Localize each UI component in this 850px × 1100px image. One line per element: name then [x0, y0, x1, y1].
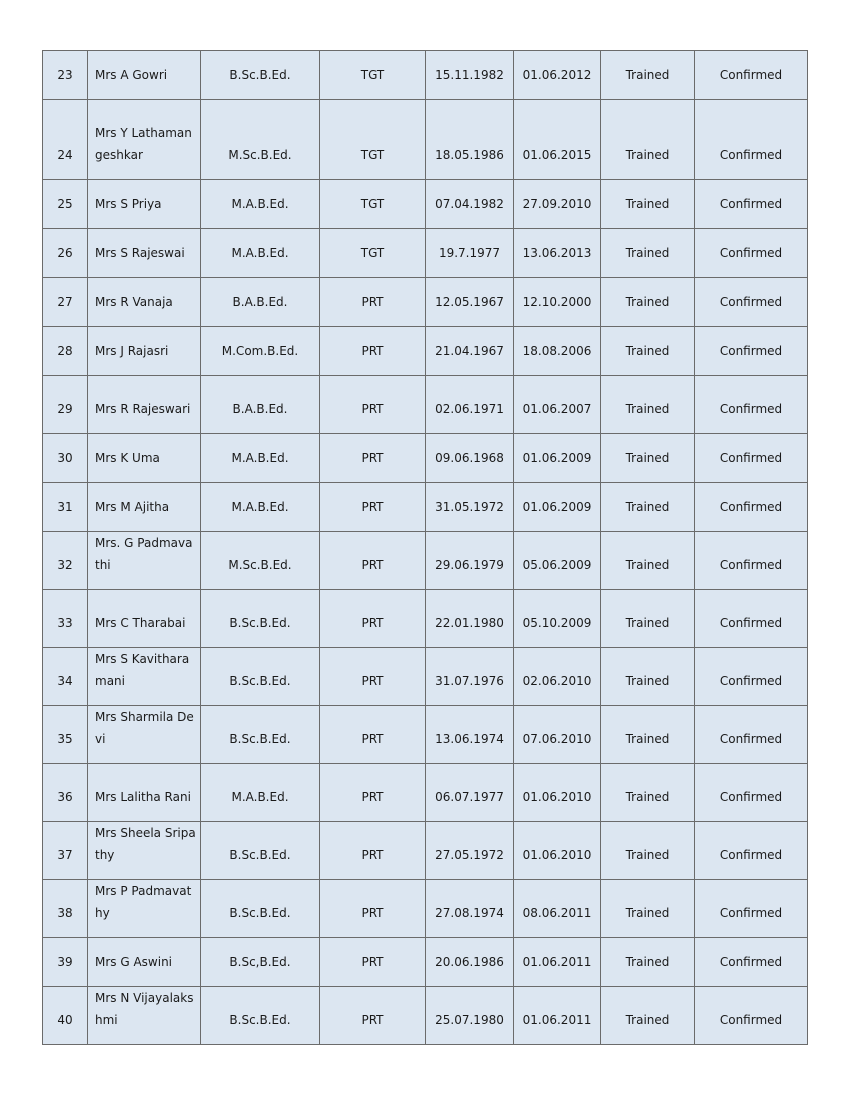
date-of-joining-cell: 13.06.2013 — [514, 229, 601, 278]
table-row — [43, 590, 808, 648]
qualification-cell: B.A.B.Ed. — [201, 376, 320, 434]
confirmation-status-cell: Confirmed — [695, 764, 808, 822]
row-number-cell: 32 — [43, 532, 88, 590]
training-status-cell: Trained — [601, 938, 695, 987]
staff-table — [42, 50, 808, 1045]
teacher-name-cell: Mrs M Ajitha — [88, 483, 201, 532]
date-of-joining-cell: 01.06.2010 — [514, 822, 601, 880]
confirmation-status-cell: Confirmed — [695, 987, 808, 1045]
qualification-cell: M.A.B.Ed. — [201, 434, 320, 483]
training-status-cell: Trained — [601, 590, 695, 648]
table-row — [43, 278, 808, 327]
teacher-name-cell: Mrs C Tharabai — [88, 590, 201, 648]
row-number-cell: 25 — [43, 180, 88, 229]
training-status-cell: Trained — [601, 376, 695, 434]
qualification-cell: B.Sc.B.Ed. — [201, 706, 320, 764]
confirmation-status-cell: Confirmed — [695, 278, 808, 327]
confirmation-status-cell: Confirmed — [695, 180, 808, 229]
row-number-cell: 33 — [43, 590, 88, 648]
teacher-name-cell: Mrs G Aswini — [88, 938, 201, 987]
date-of-birth-cell: 20.06.1986 — [426, 938, 514, 987]
training-status-cell: Trained — [601, 880, 695, 938]
qualification-cell: M.A.B.Ed. — [201, 483, 320, 532]
confirmation-status-cell: Confirmed — [695, 483, 808, 532]
post-cell: PRT — [320, 822, 426, 880]
training-status-cell: Trained — [601, 434, 695, 483]
teacher-name-cell: Mrs S Priya — [88, 180, 201, 229]
post-cell: PRT — [320, 327, 426, 376]
training-status-cell: Trained — [601, 180, 695, 229]
date-of-birth-cell: 21.04.1967 — [426, 327, 514, 376]
table-row — [43, 434, 808, 483]
post-cell: PRT — [320, 532, 426, 590]
row-number-cell: 26 — [43, 229, 88, 278]
post-cell: TGT — [320, 100, 426, 180]
confirmation-status-cell: Confirmed — [695, 434, 808, 483]
qualification-cell: M.Sc.B.Ed. — [201, 532, 320, 590]
confirmation-status-cell: Confirmed — [695, 532, 808, 590]
qualification-cell: B.Sc,B.Ed. — [201, 938, 320, 987]
confirmation-status-cell: Confirmed — [695, 706, 808, 764]
date-of-joining-cell: 01.06.2015 — [514, 100, 601, 180]
date-of-joining-cell: 12.10.2000 — [514, 278, 601, 327]
date-of-birth-cell: 12.05.1967 — [426, 278, 514, 327]
date-of-joining-cell: 05.06.2009 — [514, 532, 601, 590]
teacher-name-cell: Mrs N Vijayalakshmi — [88, 987, 201, 1045]
post-cell: PRT — [320, 434, 426, 483]
training-status-cell: Trained — [601, 51, 695, 100]
date-of-joining-cell: 01.06.2009 — [514, 434, 601, 483]
teacher-name-cell: Mrs A Gowri — [88, 51, 201, 100]
teacher-name-cell: Mrs. G Padmavathi — [88, 532, 201, 590]
training-status-cell: Trained — [601, 483, 695, 532]
date-of-birth-cell: 06.07.1977 — [426, 764, 514, 822]
date-of-joining-cell: 01.06.2009 — [514, 483, 601, 532]
table-row — [43, 51, 808, 100]
training-status-cell: Trained — [601, 987, 695, 1045]
post-cell: PRT — [320, 376, 426, 434]
qualification-cell: B.Sc.B.Ed. — [201, 590, 320, 648]
row-number-cell: 38 — [43, 880, 88, 938]
row-number-cell: 23 — [43, 51, 88, 100]
post-cell: TGT — [320, 229, 426, 278]
row-number-cell: 24 — [43, 100, 88, 180]
confirmation-status-cell: Confirmed — [695, 229, 808, 278]
confirmation-status-cell: Confirmed — [695, 51, 808, 100]
date-of-birth-cell: 27.08.1974 — [426, 880, 514, 938]
confirmation-status-cell: Confirmed — [695, 880, 808, 938]
row-number-cell: 31 — [43, 483, 88, 532]
row-number-cell: 36 — [43, 764, 88, 822]
confirmation-status-cell: Confirmed — [695, 327, 808, 376]
date-of-joining-cell: 01.06.2007 — [514, 376, 601, 434]
teacher-name-cell: Mrs Y Lathamangeshkar — [88, 100, 201, 180]
date-of-birth-cell: 29.06.1979 — [426, 532, 514, 590]
post-cell: PRT — [320, 590, 426, 648]
date-of-birth-cell: 27.05.1972 — [426, 822, 514, 880]
date-of-joining-cell: 01.06.2011 — [514, 938, 601, 987]
date-of-birth-cell: 07.04.1982 — [426, 180, 514, 229]
teacher-name-cell: Mrs Lalitha Rani — [88, 764, 201, 822]
training-status-cell: Trained — [601, 229, 695, 278]
teacher-name-cell: Mrs Sheela Sripathy — [88, 822, 201, 880]
teacher-name-cell: Mrs S Rajeswai — [88, 229, 201, 278]
row-number-cell: 34 — [43, 648, 88, 706]
table-row — [43, 938, 808, 987]
table-row — [43, 822, 808, 880]
training-status-cell: Trained — [601, 648, 695, 706]
row-number-cell: 39 — [43, 938, 88, 987]
training-status-cell: Trained — [601, 532, 695, 590]
qualification-cell: B.Sc.B.Ed. — [201, 880, 320, 938]
table-row — [43, 483, 808, 532]
confirmation-status-cell: Confirmed — [695, 822, 808, 880]
table-row — [43, 764, 808, 822]
date-of-birth-cell: 18.05.1986 — [426, 100, 514, 180]
training-status-cell: Trained — [601, 822, 695, 880]
table-row — [43, 648, 808, 706]
date-of-birth-cell: 02.06.1971 — [426, 376, 514, 434]
date-of-joining-cell: 07.06.2010 — [514, 706, 601, 764]
training-status-cell: Trained — [601, 706, 695, 764]
confirmation-status-cell: Confirmed — [695, 938, 808, 987]
teacher-name-cell: Mrs R Rajeswari — [88, 376, 201, 434]
post-cell: PRT — [320, 764, 426, 822]
post-cell: PRT — [320, 648, 426, 706]
table-row — [43, 327, 808, 376]
teacher-name-cell: Mrs P Padmavathy — [88, 880, 201, 938]
post-cell: TGT — [320, 51, 426, 100]
date-of-birth-cell: 13.06.1974 — [426, 706, 514, 764]
qualification-cell: B.A.B.Ed. — [201, 278, 320, 327]
training-status-cell: Trained — [601, 764, 695, 822]
qualification-cell: B.Sc.B.Ed. — [201, 987, 320, 1045]
teacher-name-cell: Mrs Sharmila Devi — [88, 706, 201, 764]
row-number-cell: 35 — [43, 706, 88, 764]
date-of-joining-cell: 08.06.2011 — [514, 880, 601, 938]
row-number-cell: 30 — [43, 434, 88, 483]
training-status-cell: Trained — [601, 100, 695, 180]
post-cell: PRT — [320, 987, 426, 1045]
staff-table-body — [43, 51, 808, 1045]
table-row — [43, 180, 808, 229]
qualification-cell: B.Sc.B.Ed. — [201, 648, 320, 706]
teacher-name-cell: Mrs R Vanaja — [88, 278, 201, 327]
table-row — [43, 532, 808, 590]
date-of-joining-cell: 01.06.2011 — [514, 987, 601, 1045]
post-cell: PRT — [320, 278, 426, 327]
row-number-cell: 29 — [43, 376, 88, 434]
row-number-cell: 28 — [43, 327, 88, 376]
post-cell: PRT — [320, 938, 426, 987]
date-of-joining-cell: 05.10.2009 — [514, 590, 601, 648]
table-row — [43, 229, 808, 278]
confirmation-status-cell: Confirmed — [695, 100, 808, 180]
qualification-cell: B.Sc.B.Ed. — [201, 822, 320, 880]
date-of-birth-cell: 25.07.1980 — [426, 987, 514, 1045]
table-row — [43, 880, 808, 938]
date-of-birth-cell: 31.07.1976 — [426, 648, 514, 706]
table-row — [43, 376, 808, 434]
date-of-joining-cell: 01.06.2012 — [514, 51, 601, 100]
teacher-name-cell: Mrs S Kavitharamani — [88, 648, 201, 706]
date-of-birth-cell: 19.7.1977 — [426, 229, 514, 278]
post-cell: PRT — [320, 880, 426, 938]
table-row — [43, 706, 808, 764]
teacher-name-cell: Mrs K Uma — [88, 434, 201, 483]
date-of-joining-cell: 01.06.2010 — [514, 764, 601, 822]
qualification-cell: M.A.B.Ed. — [201, 229, 320, 278]
confirmation-status-cell: Confirmed — [695, 376, 808, 434]
post-cell: PRT — [320, 706, 426, 764]
table-row — [43, 100, 808, 180]
qualification-cell: M.Sc.B.Ed. — [201, 100, 320, 180]
confirmation-status-cell: Confirmed — [695, 648, 808, 706]
row-number-cell: 37 — [43, 822, 88, 880]
post-cell: PRT — [320, 483, 426, 532]
date-of-birth-cell: 15.11.1982 — [426, 51, 514, 100]
date-of-joining-cell: 27.09.2010 — [514, 180, 601, 229]
confirmation-status-cell: Confirmed — [695, 590, 808, 648]
date-of-birth-cell: 22.01.1980 — [426, 590, 514, 648]
qualification-cell: B.Sc.B.Ed. — [201, 51, 320, 100]
date-of-birth-cell: 09.06.1968 — [426, 434, 514, 483]
training-status-cell: Trained — [601, 278, 695, 327]
table-row — [43, 987, 808, 1045]
post-cell: TGT — [320, 180, 426, 229]
qualification-cell: M.A.B.Ed. — [201, 180, 320, 229]
row-number-cell: 27 — [43, 278, 88, 327]
qualification-cell: M.A.B.Ed. — [201, 764, 320, 822]
date-of-birth-cell: 31.05.1972 — [426, 483, 514, 532]
training-status-cell: Trained — [601, 327, 695, 376]
row-number-cell: 40 — [43, 987, 88, 1045]
teacher-name-cell: Mrs J Rajasri — [88, 327, 201, 376]
qualification-cell: M.Com.B.Ed. — [201, 327, 320, 376]
date-of-joining-cell: 02.06.2010 — [514, 648, 601, 706]
date-of-joining-cell: 18.08.2006 — [514, 327, 601, 376]
